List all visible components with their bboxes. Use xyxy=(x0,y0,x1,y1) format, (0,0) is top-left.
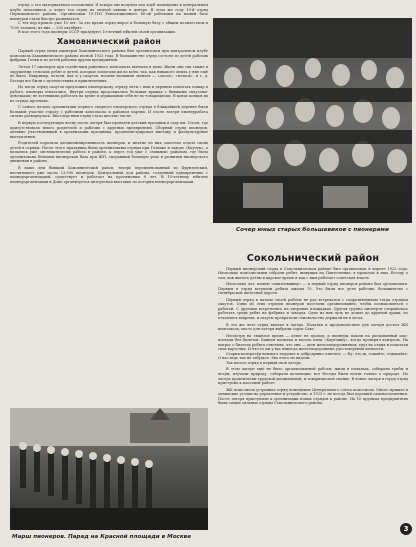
left-paragraph-2: Летом 17 пионеров при содействии районного комсомола выехали в дачи. Жили они так также в окружении сельских ребят и детей, которые помогали им во всём, так, как никакого опыта у них ещё не было. Например, хотели, как и у скаутов, носили названия звеньев — «лесов», «волков», и т. д. Беседы все были о путешествиях и приключениях. xyxy=(10,65,208,83)
right-paragraph-6: Старик-контролёр немного подумал и добродушно ответил: — Ну, что ж, езжайте, отдыхайте. О нас ведь так не забудьте. Мы этого не видели. xyxy=(218,351,408,361)
left-column xyxy=(10,3,208,184)
right-paragraph-5: Несмотря на тяжёлое время — денег не провод, и пионеры пошли на рискованный шаг: поехали без билетов. Банная попытка и весело пили «Картошку», когда проверял контроль. На вопрос о билетах ребята ответили, что они — дети железнодорожников, едут на отдых и показали свои карточки. И что-то им у вас никогда железнодорожные удостоверения личности. xyxy=(218,333,408,352)
left-paragraph-5: В первую последующую весну после лагеря был проведён детский праздник в саду им. Олсен, где присутствовало много родителей и рабочих с крупных предприятий. Сборный отряд пионеров, активно участвовавший в организации праздника, продемонстрировал выездку и физкультурные выступления. xyxy=(10,121,208,139)
right-paragraph-1: Первый пионерский отряд в Сокольническом районе был организован в апреле 1922 года. Несколько комсомольцев собрали ребят, живущих на Пантелеевке, в прошлом к нам. Беседу о том, как жилось детям в царское время и как с ним работает советская власть. xyxy=(218,266,408,280)
photo-pioneers-with-bolsheviks xyxy=(213,18,412,223)
right-column xyxy=(218,252,408,406)
intro-paragraph-2: С тех пор прошло уже 10 лет. За это время отряд вырос в большую базу с общим количеством в 7000 человек; из них — 200 октябрят. xyxy=(10,21,208,30)
photo-march-image xyxy=(10,408,208,530)
right-paragraph-7: Так весело отряд в первый свой лагерь. xyxy=(226,360,302,365)
photo-crowd-image xyxy=(213,18,412,223)
left-paragraph-7: В наше дни бывший Хамовнический район, теперь переименованный во Фрунзенский, насчитывает уже около 13.500 пионеров. Центральный дом района, созданный одновременно с пионерорганизацией, существует и работает на протяжении 8 лет. В 10-летнему юбилею пионерорганизации в Доме организуется интересная выставка по истории пионерорганизации. xyxy=(10,165,208,184)
left-paragraph-6: Родителей поразила дисциплинированность пионеров, и многие из них захотели отдать своих детей в отряды. После этого праздника были организованы отряды при Гознаке и заводе «Каучук», а начались уже систематически работа в районе, а через год уже с «новыми» районом, где была организована большая пионерская база при ЖП, сыгравший большую роль в развитии пионерского движения в районе. xyxy=(10,141,208,164)
right-paragraph-4: В это же лето отряд выехал в лагерь. Палатки и продовольствие для лагеря достал ЖК комсомола, место для лагеря выбрали сорок Саве. xyxy=(218,322,408,332)
intro-paragraph-3: В мае этого года пионеры СССР празднуют 10-летний юбилей своей организации. xyxy=(18,30,176,35)
left-paragraph-3: Но когда отряд скаутов предложил пионерскому отряду итти с ним в деревню помогать пожар в работе, пионеры отказались. Внутри отряда продолжалась большая вражда с бывшими скаутами-девочками; не хотевшими работать на кухне и держащими себя не по-товарищески. В конце концов их из отряда прогнали. xyxy=(10,85,208,103)
page-number-badge: 3 xyxy=(400,523,412,535)
intro-paragraph-1: отряд, о его материальном положении. И вскоре мы получил под клуб помещение в центральном клубе печатников, а через год отряд на медеой павеки в центре. В этом же году 10-й отряд Первомайского района. Организован 10-ГИЗ Революционного 40-ой рабочими на нашей базе пионеров стали быстро развиваться. xyxy=(10,3,208,21)
left-paragraph-4: С самого начала организации первого сводного пионерского отряда в ближайшей деревне были большой участие городу с рабочими комсомола и районом партии. И после лагеря пионерработа сильно развернулась. Впоследствии отряд стало шестью части. xyxy=(10,105,208,119)
photo-pioneer-march xyxy=(10,408,208,530)
right-paragraph-8: В этом лагере ещё не было организованной работы; жили в палатках, собирали грибы и ягоды, изучали природу, собирали коллекции, все беседы были почти только о природе. Но лагерь практически трудовой дисциплиной, и товарищеской спайке. В конце лагеря в город отряд приступил к массовой работе. xyxy=(218,367,408,386)
right-paragraph-2: Несколько лет, помню «пантеевщину» — и первый отряд пионеров района был организован. Первым в отряд вступили ребята школы 70. Это были все дети рабочих, большинство с Октябрьской железной дороги. xyxy=(218,282,408,296)
section-title-sokolnichesky: Сокольнический район xyxy=(246,253,380,264)
caption-bottom-photo: Марш пионеров. Парад на Красной площади в Москве xyxy=(12,534,191,540)
right-paragraph-3: Первый отряд в начале своей работы не раз встречался с сопротивлением тогда отрядам скаутов. Одни из этих отрядов пионеров посетили организованно, чтобы познакомиться с работой. С другими встретились на дворовых площадках. Другая группа пионеров отправилась работать среди ребят на фабрике и заводах. Одно из них чуть не дошло до крупной драки, но отчаялись вовремя, и скауты прекратили самовольство держали их в лесах. xyxy=(218,297,408,321)
section-title-khamovnichesky: Хамовнический район xyxy=(57,36,161,46)
caption-top-photo: Сочер юных старых большевиков с пионерами xyxy=(236,227,389,233)
left-paragraph-1: Первый отряд юных пионеров Хамовнического района был организован при центральном клубе комсомола Хамовнического района весной 1922 года. В большинстве отряд состоял из детей рабочих фабрики Голяк и из детей рабочих других предприятий. xyxy=(10,49,208,63)
right-paragraph-9: ЖК комсомола устраивал отряд помещение Центрального союза комсомола. Много пришло в ленинские уголки на управление и устройство, в 1923 г. не всегда был хороший самовосполнения. После лагеря приступили к организации новых отрядов в районе. На 10 крупных предприятиях были самые сильные отряды Сокольнического района. xyxy=(218,387,408,406)
